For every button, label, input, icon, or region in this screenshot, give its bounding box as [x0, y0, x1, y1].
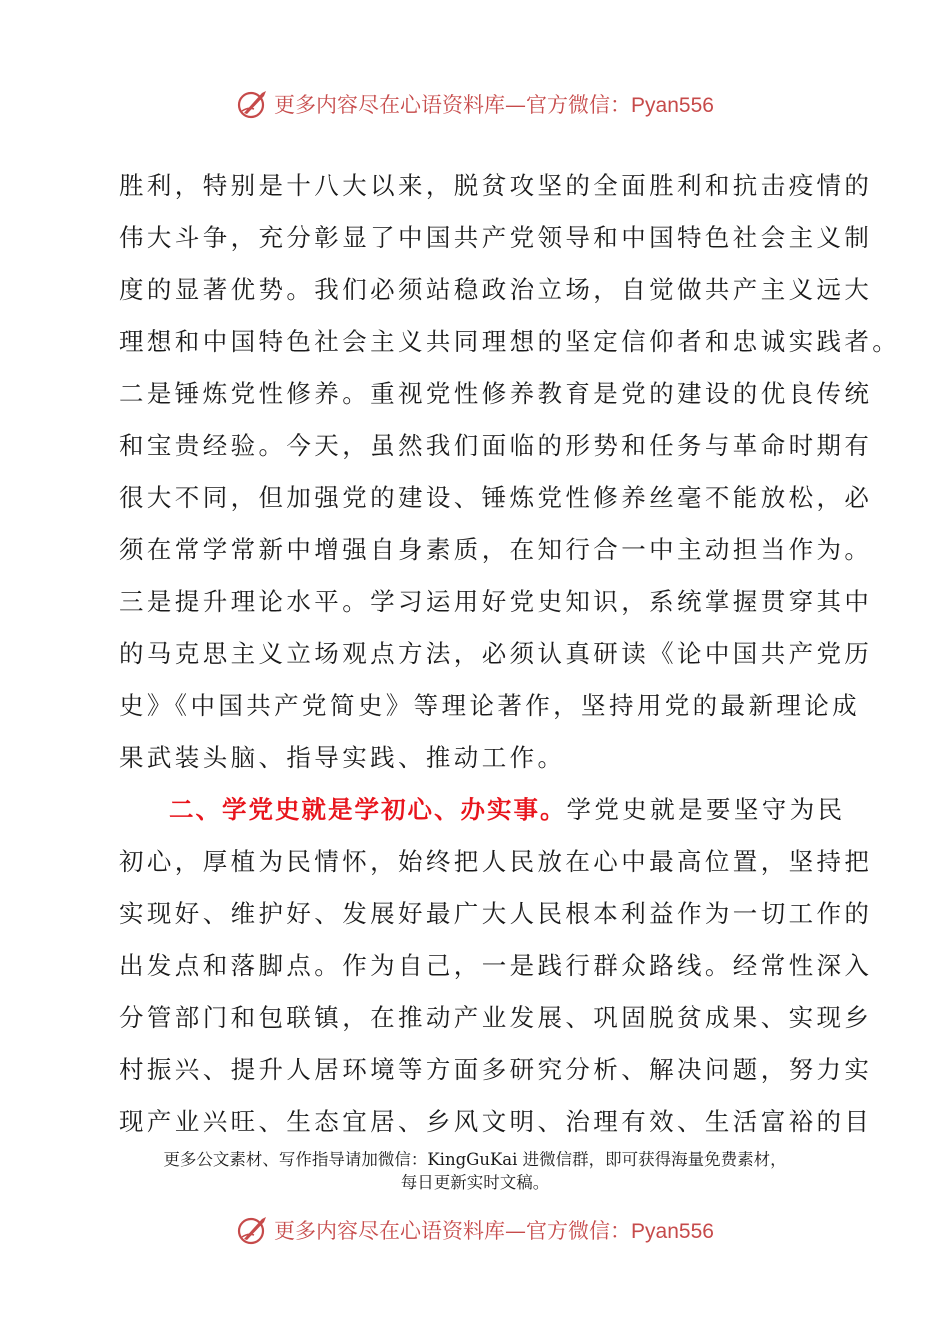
body-line: 实现好、维护好、发展好最广大人民根本利益作为一切工作的: [119, 899, 873, 928]
body-line: 很大不同，但加强党的建设、锤炼党性修养丝毫不能放松，必: [119, 483, 873, 512]
footer-wechat-id: Pyan556: [631, 1220, 714, 1243]
body-line: 村振兴、提升人居环境等方面多研究分析、解决问题，努力实: [119, 1055, 873, 1084]
body-line: 须在常学常新中增强自身素质，在知行合一中主动担当作为。: [119, 535, 873, 564]
body-line: 现产业兴旺、生态宜居、乡风文明、治理有效、生活富裕的目: [119, 1107, 873, 1136]
footer-banner: [0, 1210, 950, 1250]
body-line: 胜利，特别是十八大以来，脱贫攻坚的全面胜利和抗击疫情的: [119, 171, 873, 200]
body-line: 二是锤炼党性修养。重视党性修养教育是党的建设的优良传统: [119, 379, 873, 408]
body-line: 初心，厚植为民情怀，始终把人民放在心中最高位置，坚持把: [119, 847, 873, 876]
section-heading-line: [119, 784, 846, 836]
body-line: 史》《中国共产党简史》等理论著作，坚持用党的最新理论成: [119, 691, 861, 720]
body-line: 出发点和落脚点。作为自己，一是践行群众路线。经常性深入: [119, 951, 873, 980]
body-line: 伟大斗争，充分彰显了中国共产党领导和中国特色社会主义制: [119, 223, 873, 252]
footer-note-line2: 每日更新实时文稿。: [400, 1173, 550, 1192]
body-line: 和宝贵经验。今天，虽然我们面临的形势和任务与革命时期有: [119, 431, 873, 460]
header-wechat-id: Pyan556: [631, 94, 714, 117]
body-line: 的马克思主义立场观点方法，必须认真研读《论中国共产党历: [119, 639, 873, 668]
footer-note-line1: 更多公文素材、写作指导请加微信：KingGuKai 进微信群，即可获得海量免费素材，: [163, 1150, 787, 1169]
document-body: [119, 160, 901, 1148]
body-line: 度的显著优势。我们必须站稳政治立场，自觉做共产主义远大: [119, 275, 873, 304]
footer-banner-text: 更多内容尽在心语资料库—官方微信：Pyan556: [274, 1219, 714, 1243]
section-heading-rest: 学党史就是要坚守为民: [566, 795, 846, 824]
header-banner: [0, 84, 950, 124]
body-line: 理想和中国特色社会主义共同理想的坚定信仰者和忠诚实践者。: [119, 327, 901, 356]
footer-note: [0, 1148, 950, 1194]
body-line: 分管部门和包联镇，在推动产业发展、巩固脱贫成果、实现乡: [119, 1003, 873, 1032]
header-banner-text: 更多内容尽在心语资料库—官方微信：Pyan556: [274, 93, 714, 117]
body-line: 果武装头脑、指导实践、推动工作。: [119, 743, 566, 772]
section-heading: 二、学党史就是学初心、办实事。: [169, 795, 567, 824]
quill-logo-icon: [236, 1213, 270, 1247]
quill-logo-icon: [236, 87, 270, 121]
body-line: 三是提升理论水平。学习运用好党史知识，系统掌握贯穿其中: [119, 587, 873, 616]
